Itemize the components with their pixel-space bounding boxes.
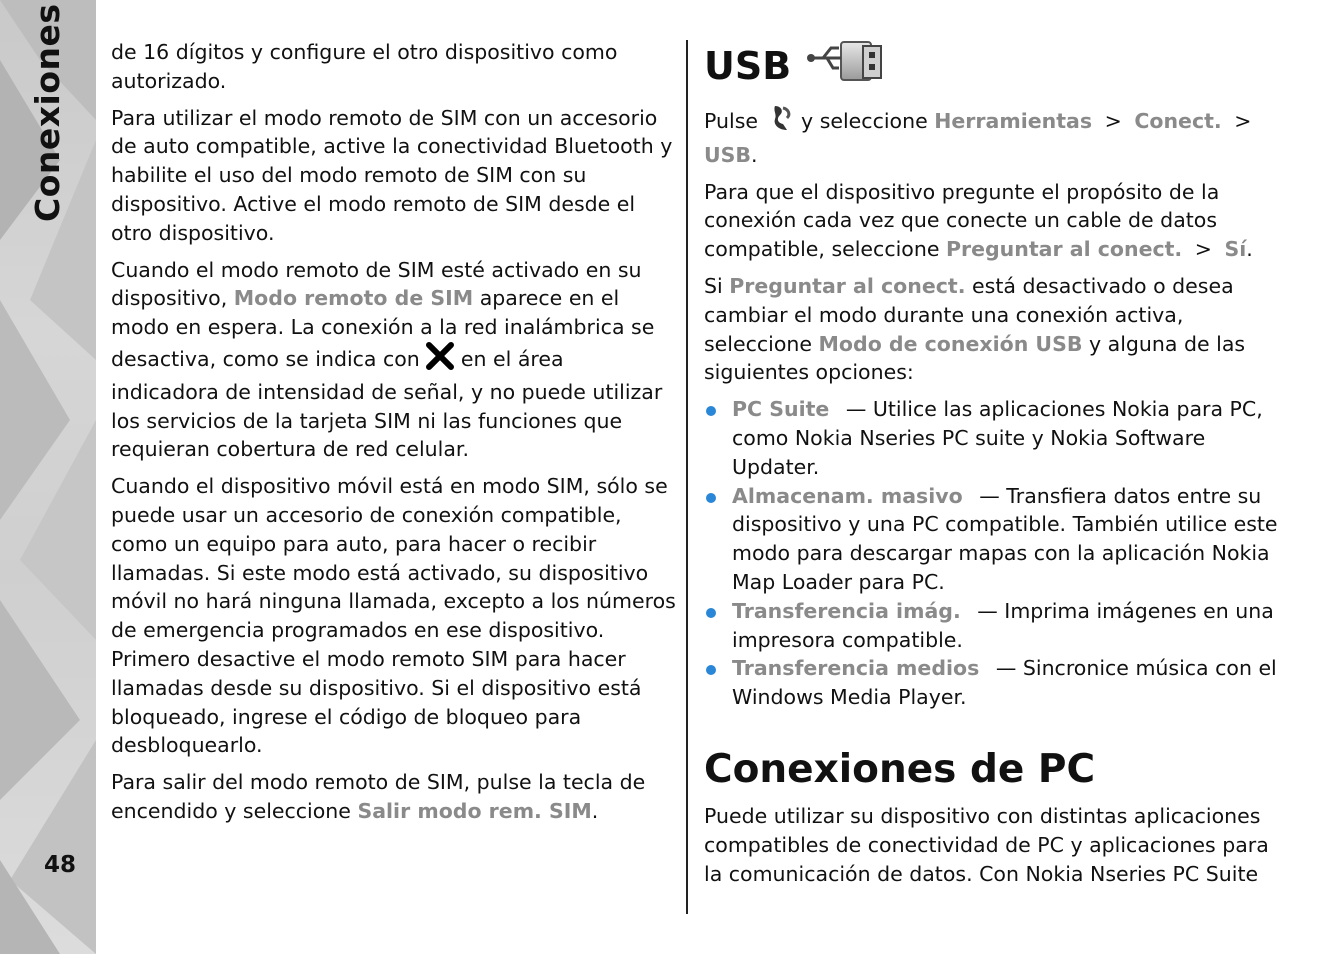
text: y seleccione	[801, 108, 928, 133]
text: y alguna de las siguientes opciones:	[704, 331, 1246, 385]
menu-path-tools: Herramientas	[934, 108, 1093, 133]
highlight-usb-mode: Modo de conexión USB	[818, 331, 1083, 356]
text: en el área indicadora de intensidad de señal, y no puede utilizar los servicios de la tarjeta SIM ni las funciones que requieran cobertura de red celular.	[111, 346, 663, 462]
page-number: 48	[44, 852, 77, 878]
left-column	[111, 38, 676, 834]
highlight-yes: Sí	[1224, 237, 1247, 262]
usb-heading-text: USB	[704, 43, 792, 88]
list-item	[704, 482, 1279, 597]
usb-paragraph-2	[704, 178, 1279, 264]
text: .	[591, 798, 599, 823]
path-separator: >	[1104, 108, 1122, 133]
menu-path-connect: Conect.	[1134, 108, 1222, 133]
bullet-icon	[706, 608, 716, 618]
list-item	[704, 395, 1279, 481]
usb-paragraph-1	[704, 103, 1279, 170]
text: aparece en el modo en espera. La conexión a la red inalámbrica se desactiva, como se indica con	[111, 286, 655, 371]
highlight-ask-on-connect: Preguntar al conect.	[945, 237, 1183, 262]
bullet-icon	[706, 493, 716, 503]
usb-paragraph-3	[704, 272, 1279, 387]
text: Si	[704, 273, 723, 298]
text: Para salir del modo remoto de SIM, pulse la tecla de encendido y seleccione	[111, 770, 646, 823]
paragraph-3	[111, 256, 676, 465]
paragraph-4: Cuando el dispositivo móvil está en modo SIM, sólo se puede usar un accesorio de conexión compatible, como un equipo para auto, para hacer o recibir llamadas. Si este modo está activado, su dispositivo móvil no hará ninguna llamada, excepto a los números de emergencia programados en ese dispositivo. Primero desactive el modo remoto SIM para hacer llamadas desde su dispositivo. Si el dispositivo está bloqueado, ingrese el código de bloqueo para desbloquearlo.	[111, 474, 676, 758]
usb-options-list	[704, 395, 1279, 712]
pc-connections-heading: Conexiones de PC	[704, 746, 1096, 792]
list-item	[704, 654, 1279, 712]
right-column	[704, 36, 1279, 896]
option-desc: — Transfiera datos entre su dispositivo y una PC compatible. También utilice este modo para descargar mapas con la aplicación Nokia Map Loader para PC.	[732, 483, 1278, 594]
column-divider	[686, 40, 688, 914]
usb-heading	[704, 36, 1279, 95]
text: Cuando el modo remoto de SIM esté activado en su dispositivo,	[111, 257, 642, 311]
cross-icon	[426, 342, 454, 378]
option-name: Transferencia imág.	[732, 598, 961, 623]
bullet-icon	[706, 406, 716, 416]
list-item	[704, 597, 1279, 655]
option-name: Almacenam. masivo	[732, 483, 963, 508]
option-name: PC Suite	[732, 397, 830, 422]
paragraph-5	[111, 768, 676, 826]
option-desc: — Sincronice música con el Windows Media Player.	[732, 656, 1277, 710]
text: .	[751, 142, 758, 167]
option-desc: — Utilice las aplicaciones Nokia para PC, como Nokia Nseries PC suite y Nokia Software Updater.	[732, 397, 1263, 479]
text: Para que el dispositivo pregunte el propósito de la conexión cada vez que conecte un cable de datos compatible, seleccione	[704, 179, 1220, 262]
menu-path-usb: USB	[704, 142, 752, 167]
text: está desactivado o desea cambiar el modo durante una conexión activa, seleccione	[704, 273, 1234, 356]
menu-key-icon	[765, 103, 795, 141]
text: Pulse	[704, 108, 758, 133]
highlight-remote-sim: Modo remoto de SIM	[233, 286, 474, 311]
option-desc: — Imprima imágenes en una impresora compatible.	[732, 598, 1274, 652]
sidebar	[0, 0, 96, 954]
usb-connector-icon	[805, 36, 885, 95]
paragraph-2: Para utilizar el modo remoto de SIM con un accesorio de auto compatible, active la conectividad Bluetooth y habilite el uso del modo remoto de SIM con su dispositivo. Active el modo remoto de SIM desde el otro dispositivo.	[111, 105, 673, 245]
path-separator: >	[1234, 108, 1252, 133]
paragraph-1: de 16 dígitos y configure el otro dispositivo como autorizado.	[111, 40, 618, 93]
highlight-ask-on-connect: Preguntar al conect.	[729, 273, 966, 298]
path-separator: >	[1194, 237, 1212, 262]
section-label: Conexiones	[28, 3, 67, 222]
text: .	[1246, 237, 1253, 262]
bullet-icon	[706, 665, 716, 675]
pc-paragraph-1: Puede utilizar su dispositivo con distintas aplicaciones compatibles de conectividad de PC y aplicaciones para la comunicación de datos. Con Nokia Nseries PC Suite	[704, 803, 1269, 886]
highlight-exit-sim: Salir modo rem. SIM	[357, 798, 592, 823]
option-name: Transferencia medios	[732, 656, 980, 681]
